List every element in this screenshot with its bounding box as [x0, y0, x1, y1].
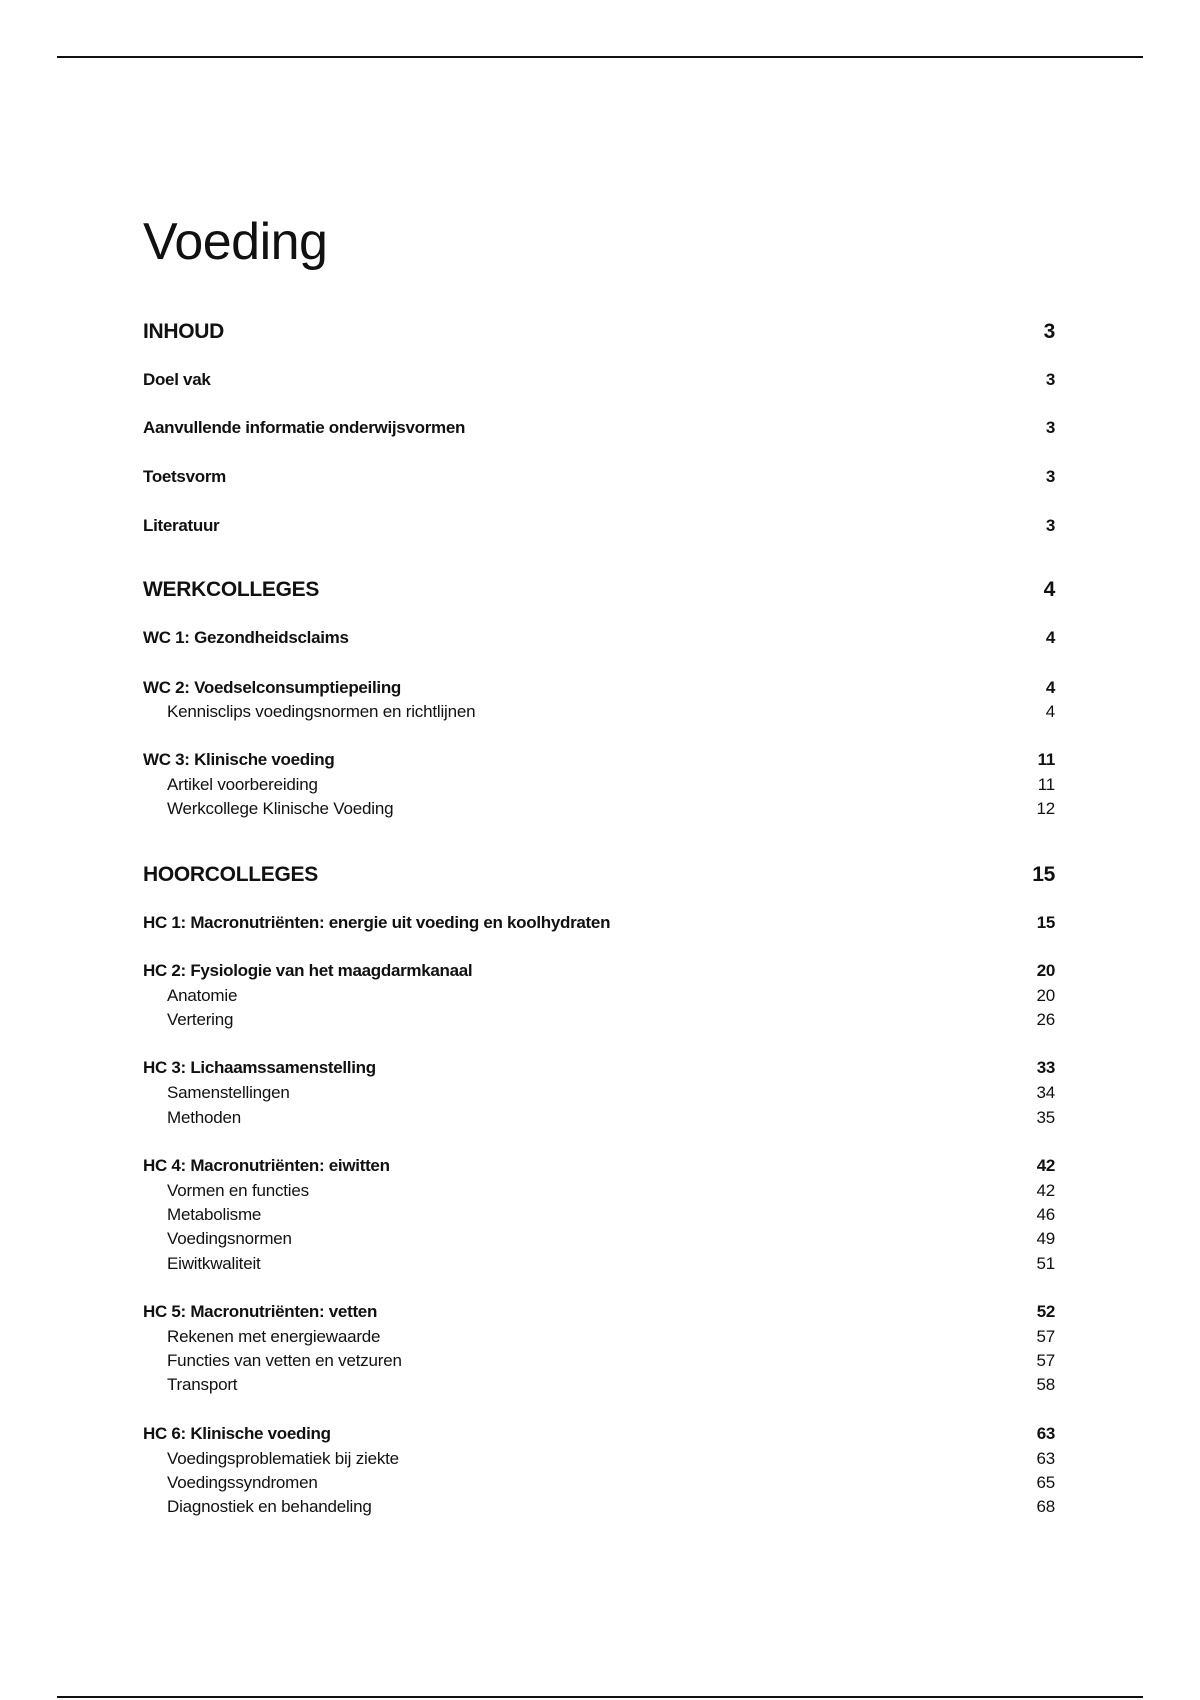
toc-page-number: 63 [1036, 1424, 1055, 1443]
toc-page-number: 11 [1037, 775, 1055, 794]
toc-part-heading[interactable] [143, 320, 1055, 344]
toc-subsection-entry[interactable] [143, 1497, 1055, 1517]
toc-page-number: 34 [1036, 1083, 1055, 1102]
toc-entry-label: WC 1: Gezondheidsclaims [143, 628, 349, 647]
toc-part-heading[interactable] [143, 578, 1055, 602]
toc-page-number: 35 [1036, 1108, 1055, 1127]
toc-subsection-entry[interactable] [143, 1254, 1055, 1274]
toc-subsection-entry[interactable] [143, 986, 1055, 1006]
toc-page-number: 52 [1036, 1302, 1055, 1321]
toc-entry-label: HC 1: Macronutriënten: energie uit voeding en koolhydraten [143, 913, 611, 932]
toc-entry-label: HC 6: Klinische voeding [143, 1424, 331, 1443]
toc-chapter-entry[interactable] [143, 628, 1055, 648]
header-rule [57, 56, 1143, 58]
toc-page-number: 3 [1045, 467, 1055, 486]
toc-page-number: 3 [1045, 516, 1055, 535]
toc-entry-label: Werkcollege Klinische Voeding [167, 799, 394, 818]
toc-entry-label: Anatomie [167, 986, 238, 1005]
toc-entry-label: Functies van vetten en vetzuren [167, 1351, 402, 1370]
toc-page-number: 3 [1045, 418, 1055, 437]
toc-entry-label: Eiwitkwaliteit [167, 1254, 261, 1273]
toc-chapter-entry[interactable] [143, 467, 1055, 487]
toc-chapter-entry[interactable] [143, 961, 1055, 981]
toc-page-number: 12 [1036, 799, 1055, 818]
toc-page-number: 4 [1045, 678, 1055, 697]
toc-entry-label: WC 3: Klinische voeding [143, 750, 335, 769]
toc-subsection-entry[interactable] [143, 1327, 1055, 1347]
toc-entry-label: Toetsvorm [143, 467, 226, 486]
toc-subsection-entry[interactable] [143, 799, 1055, 819]
toc-entry-label: Artikel voorbereiding [167, 775, 318, 794]
toc-entry-label: Voedingsproblematiek bij ziekte [167, 1449, 399, 1468]
toc-page-number: 20 [1036, 961, 1055, 980]
toc-entry-label: INHOUD [143, 320, 225, 343]
toc-page-number: 65 [1036, 1473, 1055, 1492]
toc-entry-label: WERKCOLLEGES [143, 578, 320, 601]
toc-entry-label: Diagnostiek en behandeling [167, 1497, 372, 1516]
toc-page-number: 58 [1036, 1375, 1055, 1394]
toc-page-number: 15 [1036, 913, 1055, 932]
toc-entry-label: HC 4: Macronutriënten: eiwitten [143, 1156, 390, 1175]
toc-page-number: 51 [1036, 1254, 1055, 1273]
toc-subsection-entry[interactable] [143, 1205, 1055, 1225]
toc-page-number: 68 [1036, 1497, 1055, 1516]
toc-subsection-entry[interactable] [143, 1010, 1055, 1030]
toc-entry-label: Vertering [167, 1010, 234, 1029]
toc-entry-label: HOORCOLLEGES [143, 863, 318, 886]
toc-page-number: 57 [1036, 1351, 1055, 1370]
toc-page-number: 15 [1032, 863, 1055, 886]
toc-page-number: 33 [1036, 1058, 1055, 1077]
toc-subsection-entry[interactable] [143, 775, 1055, 795]
toc-chapter-entry[interactable] [143, 370, 1055, 390]
toc-entry-label: Voedingssyndromen [167, 1473, 318, 1492]
toc-subsection-entry[interactable] [143, 1375, 1055, 1395]
toc-chapter-entry[interactable] [143, 1058, 1055, 1078]
toc-subsection-entry[interactable] [143, 1108, 1055, 1128]
toc-page-number: 4 [1045, 628, 1055, 647]
toc-page-number: 4 [1043, 578, 1055, 601]
toc-part-heading[interactable] [143, 863, 1055, 887]
toc-entry-label: Rekenen met energiewaarde [167, 1327, 381, 1346]
toc-subsection-entry[interactable] [143, 1449, 1055, 1469]
toc-page-number: 3 [1045, 370, 1055, 389]
toc-page-number: 4 [1045, 702, 1055, 721]
toc-entry-label: Metabolisme [167, 1205, 262, 1224]
toc-chapter-entry[interactable] [143, 418, 1055, 438]
toc-chapter-entry[interactable] [143, 1424, 1055, 1444]
toc-entry-label: Samenstellingen [167, 1083, 290, 1102]
toc-chapter-entry[interactable] [143, 678, 1055, 698]
toc-page-number: 57 [1036, 1327, 1055, 1346]
document-title: Voeding [143, 213, 328, 271]
toc-page-number: 63 [1036, 1449, 1055, 1468]
toc-subsection-entry[interactable] [143, 1181, 1055, 1201]
toc-entry-label: Aanvullende informatie onderwijsvormen [143, 418, 466, 437]
toc-page-number: 49 [1036, 1229, 1055, 1248]
toc-entry-label: Vormen en functies [167, 1181, 309, 1200]
toc-entry-label: HC 5: Macronutriënten: vetten [143, 1302, 378, 1321]
toc-entry-label: Voedingsnormen [167, 1229, 292, 1248]
toc-entry-label: Kennisclips voedingsnormen en richtlijnen [167, 702, 476, 721]
toc-page-number: 20 [1036, 986, 1055, 1005]
toc-subsection-entry[interactable] [143, 1351, 1055, 1371]
toc-page-number: 46 [1036, 1205, 1055, 1224]
toc-subsection-entry[interactable] [143, 1083, 1055, 1103]
toc-entry-label: WC 2: Voedselconsumptiepeiling [143, 678, 401, 697]
toc-chapter-entry[interactable] [143, 750, 1055, 770]
toc-chapter-entry[interactable] [143, 1302, 1055, 1322]
toc-subsection-entry[interactable] [143, 1229, 1055, 1249]
toc-subsection-entry[interactable] [143, 1473, 1055, 1493]
footer-rule [57, 1696, 1143, 1698]
toc-page-number: 42 [1036, 1181, 1055, 1200]
toc-subsection-entry[interactable] [143, 702, 1055, 722]
toc-chapter-entry[interactable] [143, 516, 1055, 536]
toc-chapter-entry[interactable] [143, 1156, 1055, 1176]
toc-page-number: 42 [1036, 1156, 1055, 1175]
toc-page-number: 3 [1043, 320, 1055, 343]
toc-entry-label: Methoden [167, 1108, 242, 1127]
toc-entry-label: Doel vak [143, 370, 211, 389]
toc-entry-label: Literatuur [143, 516, 220, 535]
toc-chapter-entry[interactable] [143, 913, 1055, 933]
toc-entry-label: HC 2: Fysiologie van het maagdarmkanaal [143, 961, 473, 980]
toc-page-number: 26 [1036, 1010, 1055, 1029]
toc-entry-label: HC 3: Lichaamssamenstelling [143, 1058, 376, 1077]
toc-entry-label: Transport [167, 1375, 238, 1394]
toc-page-number: 11 [1037, 750, 1055, 769]
